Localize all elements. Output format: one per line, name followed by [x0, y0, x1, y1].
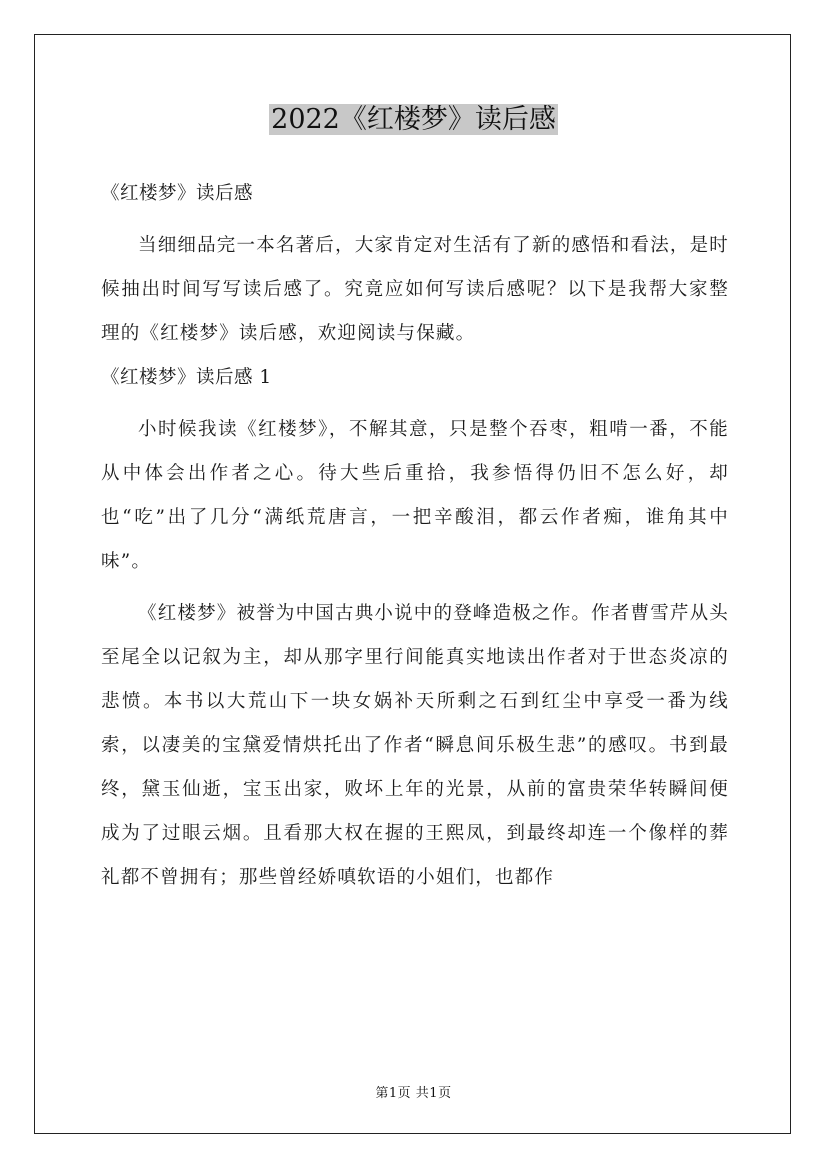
intro-paragraph: 当细细品完一本名著后，大家肯定对生活有了新的感悟和看法，是时候抽出时间写写读后感了。究竟应如何写读后感呢？以下是我帮大家整理的《红楼梦》读后感，欢迎阅读与保藏。 [101, 235, 730, 344]
body-paragraph-2: 《红楼梦》被誉为中国古典小说中的登峰造极之作。作者曹雪芹从头至尾全以记叙为主，却从那字里行间能真实地读出作者对于世态炎凉的悲愤。本书以大荒山下一块女娲补天所剩之石到红尘中享受一番为线索，以凄美的宝黛爱情烘托出了作者“瞬息间乐极生悲”的感叹。书到最终，黛玉仙逝，宝玉出家，败坏上年的光景，从前的富贵荣华转瞬间便成为了过眼云烟。且看那大权在握的王熙凤，到最终却连一个像样的葬礼都不曾拥有；那些曾经娇嗔软语的小姐们，也都作 [101, 603, 730, 888]
subtitle: 《红楼梦》读后感 [101, 183, 254, 204]
document-body [101, 172, 729, 900]
document-title [0, 100, 827, 140]
page-footer [0, 1082, 827, 1101]
body-paragraph-1: 小时候我读《红楼梦》，不解其意，只是整个吞枣，粗啃一番，不能从中体会出作者之心。待大些后重拾，我参悟得仍旧不怎么好，却也“吃”出了几分“满纸荒唐言，一把辛酸泪，都云作者痴，谁角其中味”。 [101, 419, 729, 572]
page-indicator: 第1页 共1页 [375, 1086, 452, 1101]
document-title-text: 2022《红楼梦》读后感 [271, 104, 556, 135]
section-heading: 《红楼梦》读后感 1 [101, 367, 272, 388]
